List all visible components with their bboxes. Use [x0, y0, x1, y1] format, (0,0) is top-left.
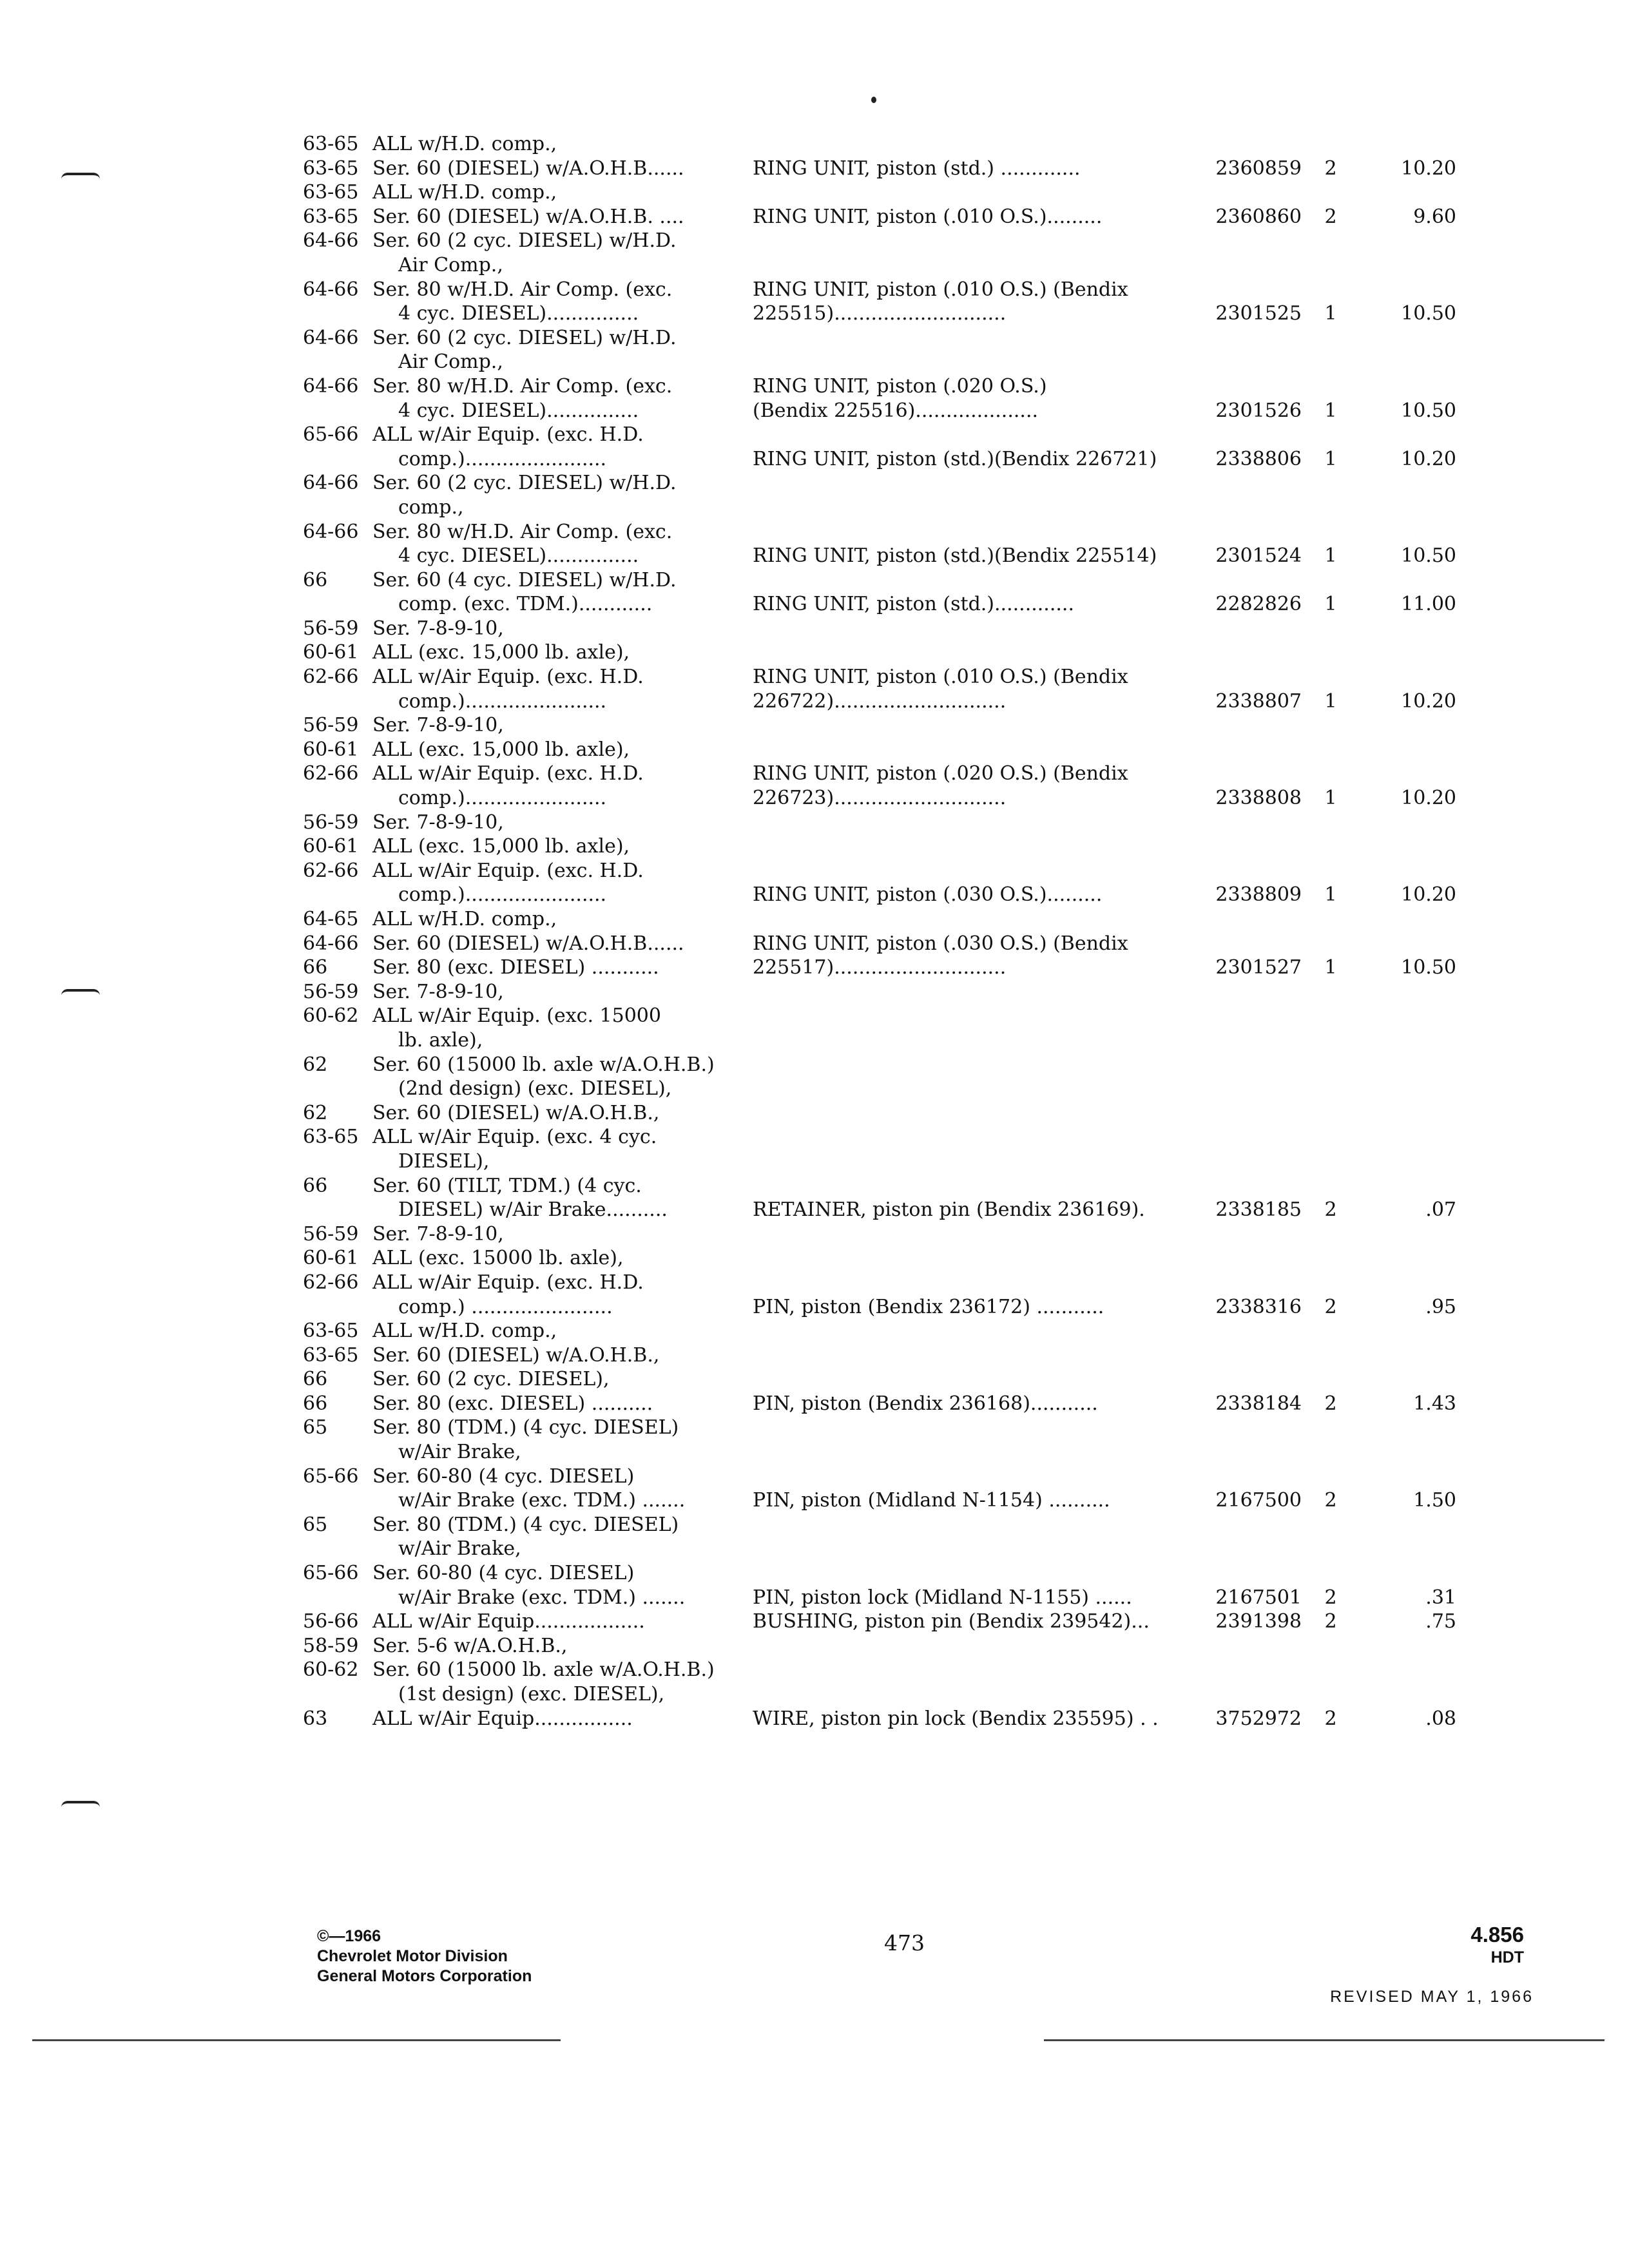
year-range: 64-65 — [303, 908, 359, 930]
application: ALL w/Air Equip. (exc. H.D. — [372, 423, 644, 447]
application: Ser. 7-8-9-10, — [372, 617, 504, 640]
application: comp., — [398, 495, 464, 519]
corporation-line: General Motors Corporation — [317, 1967, 532, 1985]
parts-list — [303, 132, 1463, 1731]
copyright-line: ©—1966 — [317, 1927, 381, 1945]
division-line: Chevrolet Motor Division — [317, 1947, 508, 1965]
year-range: 62 — [303, 1053, 328, 1076]
application: ALL w/H.D. comp., — [372, 908, 557, 930]
table-row — [303, 1416, 1463, 1440]
application: ALL w/H.D. comp., — [372, 181, 557, 204]
price: 1.43 — [1413, 1392, 1456, 1415]
part-description: PIN, piston (Bendix 236168)........... — [753, 1392, 1098, 1415]
table-row — [303, 640, 1463, 665]
year-range: 58-59 — [303, 1634, 359, 1657]
year-range: 60-61 — [303, 738, 359, 761]
table-row — [303, 374, 1463, 399]
part-number: 2338185 — [1215, 1198, 1302, 1222]
year-range: 63-65 — [303, 205, 359, 228]
part-description: PIN, piston (Midland N-1154) .......... — [753, 1489, 1110, 1512]
part-description: RING UNIT, piston (.030 O.S.) (Bendix — [753, 932, 1128, 955]
table-row — [303, 423, 1463, 447]
table-row — [303, 956, 1463, 980]
table-row — [303, 326, 1463, 351]
year-range: 64-66 — [303, 932, 359, 955]
part-number: 2301526 — [1215, 399, 1302, 422]
application: (1st design) (exc. DIESEL), — [398, 1683, 665, 1706]
price: .95 — [1425, 1295, 1456, 1318]
table-row — [303, 1610, 1463, 1634]
table-row — [303, 713, 1463, 738]
quantity: 2 — [1324, 205, 1337, 228]
year-range: 63-65 — [303, 133, 359, 155]
page-mark — [871, 97, 876, 103]
year-range: 66 — [303, 1174, 328, 1197]
year-range: 63-65 — [303, 1320, 359, 1343]
application: Ser. 60 (DIESEL) w/A.O.H.B., — [372, 1343, 660, 1367]
table-row — [303, 1343, 1463, 1368]
application: comp.)....................... — [398, 689, 607, 713]
part-description: PIN, piston lock (Midland N-1155) ...... — [753, 1586, 1132, 1609]
application: ALL w/Air Equip. (exc. H.D. — [372, 666, 644, 689]
part-number: 2338806 — [1215, 447, 1302, 470]
application: comp.)....................... — [398, 447, 607, 470]
table-row — [303, 1271, 1463, 1295]
part-description: RING UNIT, piston (.030 O.S.)......... — [753, 883, 1103, 907]
year-range: 65-66 — [303, 423, 359, 447]
year-range: 64-66 — [303, 374, 359, 398]
table-row — [303, 350, 1463, 374]
table-row — [303, 786, 1463, 811]
price: 10.50 — [1401, 544, 1456, 568]
application: Ser. 7-8-9-10, — [372, 1222, 504, 1245]
application: ALL w/Air Equip................ — [372, 1707, 633, 1730]
year-range: 66 — [303, 568, 328, 591]
quantity: 2 — [1324, 1610, 1337, 1633]
application: Ser. 80 (TDM.) (4 cyc. DIESEL) — [372, 1416, 679, 1439]
year-range: 60-61 — [303, 835, 359, 858]
application: Ser. 7-8-9-10, — [372, 980, 504, 1003]
application: Ser. 60 (2 cyc. DIESEL) w/H.D. — [372, 326, 677, 349]
year-range: 62-66 — [303, 1271, 359, 1294]
application: Ser. 60 (TILT, TDM.) (4 cyc. — [372, 1174, 642, 1197]
application: comp.)....................... — [398, 883, 607, 907]
table-row — [303, 1053, 1463, 1077]
part-description: RING UNIT, piston (std.)(Bendix 225514) — [753, 544, 1157, 568]
punch-hole-mark — [61, 1801, 100, 1807]
part-number: 2338316 — [1215, 1295, 1302, 1318]
price: 10.20 — [1401, 787, 1456, 810]
table-row — [303, 883, 1463, 907]
table-row — [303, 859, 1463, 883]
year-range: 62-66 — [303, 762, 359, 785]
part-number: 2338184 — [1215, 1392, 1302, 1415]
application: w/Air Brake (exc. TDM.) ....... — [398, 1586, 686, 1609]
table-row — [303, 495, 1463, 520]
year-range: 64-66 — [303, 472, 359, 495]
section-number: 4.856 — [1470, 1923, 1524, 1946]
table-row — [303, 568, 1463, 593]
year-range: 65-66 — [303, 1562, 359, 1585]
quantity: 1 — [1324, 447, 1337, 470]
table-row — [303, 1149, 1463, 1174]
table-row — [303, 762, 1463, 786]
quantity: 2 — [1324, 157, 1337, 180]
table-row — [303, 157, 1463, 181]
application: Ser. 5-6 w/A.O.H.B., — [372, 1634, 568, 1657]
year-range: 66 — [303, 1368, 328, 1391]
part-number: 3752972 — [1215, 1707, 1302, 1730]
year-range: 62 — [303, 1101, 328, 1124]
quantity: 1 — [1324, 302, 1337, 325]
table-row — [303, 1440, 1463, 1465]
table-row — [303, 205, 1463, 229]
application: 4 cyc. DIESEL)............... — [398, 399, 639, 422]
year-range: 56-66 — [303, 1610, 359, 1633]
price: 10.20 — [1401, 157, 1456, 180]
table-row — [303, 1198, 1463, 1222]
part-description: RING UNIT, piston (std.)(Bendix 226721) — [753, 447, 1157, 470]
application: Ser. 60 (15000 lb. axle w/A.O.H.B.) — [372, 1658, 715, 1682]
year-range: 63-65 — [303, 157, 359, 180]
application: Ser. 80 (exc. DIESEL) .......... — [372, 1392, 653, 1415]
price: 10.50 — [1401, 956, 1456, 979]
year-range: 63 — [303, 1707, 328, 1730]
table-row — [303, 689, 1463, 714]
application: ALL (exc. 15,000 lb. axle), — [372, 641, 630, 664]
part-number: 2301527 — [1215, 956, 1302, 979]
application: ALL w/Air Equip. (exc. H.D. — [372, 859, 644, 882]
table-row — [303, 1028, 1463, 1053]
table-row — [303, 811, 1463, 835]
application: ALL w/Air Equip. (exc. H.D. — [372, 1271, 644, 1294]
year-range: 62-66 — [303, 666, 359, 689]
year-range: 56-59 — [303, 1222, 359, 1245]
table-row — [303, 229, 1463, 253]
application: ALL (exc. 15000 lb. axle), — [372, 1247, 624, 1270]
part-number: 2338808 — [1215, 787, 1302, 810]
application: Ser. 7-8-9-10, — [372, 714, 504, 737]
quantity: 2 — [1324, 1707, 1337, 1730]
price: .75 — [1425, 1610, 1456, 1633]
application: Ser. 80 w/H.D. Air Comp. (exc. — [372, 520, 673, 543]
part-description: RING UNIT, piston (.020 O.S.) (Bendix — [753, 762, 1128, 785]
table-row — [303, 520, 1463, 544]
application: Air Comp., — [398, 351, 503, 374]
price: 9.60 — [1413, 205, 1456, 228]
part-number: 2391398 — [1215, 1610, 1302, 1633]
application: comp. (exc. TDM.)............ — [398, 593, 653, 616]
table-row — [303, 447, 1463, 472]
application: Ser. 80 (TDM.) (4 cyc. DIESEL) — [372, 1513, 679, 1536]
section-sub: HDT — [1490, 1948, 1524, 1966]
application: Ser. 60 (4 cyc. DIESEL) w/H.D. — [372, 568, 677, 591]
part-number: 2301525 — [1215, 302, 1302, 325]
revision-date: REVISED MAY 1, 1966 — [1330, 1988, 1534, 2006]
application: ALL (exc. 15,000 lb. axle), — [372, 738, 630, 761]
quantity: 1 — [1324, 544, 1337, 568]
table-row — [303, 1246, 1463, 1271]
table-row — [303, 253, 1463, 278]
table-row — [303, 980, 1463, 1004]
table-row — [303, 1004, 1463, 1028]
table-row — [303, 180, 1463, 205]
part-description: PIN, piston (Bendix 236172) ........... — [753, 1295, 1104, 1318]
application: ALL w/Air Equip. (exc. H.D. — [372, 762, 644, 785]
application: Ser. 80 (exc. DIESEL) ........... — [372, 956, 659, 979]
application: 4 cyc. DIESEL)............... — [398, 302, 639, 325]
year-range: 60-61 — [303, 641, 359, 664]
year-range: 63-65 — [303, 181, 359, 204]
application: ALL w/Air Equip.................. — [372, 1610, 645, 1633]
table-row — [303, 302, 1463, 326]
part-description: RING UNIT, piston (.020 O.S.) — [753, 374, 1047, 398]
part-description: (Bendix 225516).................... — [753, 399, 1039, 422]
part-number: 2360860 — [1215, 205, 1302, 228]
quantity: 1 — [1324, 787, 1337, 810]
application: 4 cyc. DIESEL)............... — [398, 544, 639, 568]
year-range: 60-61 — [303, 1247, 359, 1270]
footer-rule — [32, 2039, 561, 2041]
application: ALL w/Air Equip. (exc. 15000 — [372, 1004, 661, 1028]
application: w/Air Brake, — [398, 1441, 521, 1464]
table-row — [303, 1488, 1463, 1513]
table-row — [303, 907, 1463, 932]
part-number: 2167501 — [1215, 1586, 1302, 1609]
application: w/Air Brake, — [398, 1537, 521, 1561]
application: (2nd design) (exc. DIESEL), — [398, 1077, 672, 1100]
price: 11.00 — [1401, 593, 1456, 616]
year-range: 64-66 — [303, 278, 359, 301]
part-description: WIRE, piston pin lock (Bendix 235595) . . — [753, 1707, 1159, 1730]
price: 1.50 — [1413, 1489, 1456, 1512]
year-range: 63-65 — [303, 1343, 359, 1367]
table-row — [303, 932, 1463, 956]
part-description: RING UNIT, piston (.010 O.S.) (Bendix — [753, 278, 1128, 301]
part-description: RING UNIT, piston (std.)............. — [753, 593, 1074, 616]
table-row — [303, 1634, 1463, 1658]
application: w/Air Brake (exc. TDM.) ....... — [398, 1489, 686, 1512]
year-range: 65 — [303, 1513, 328, 1536]
application: Air Comp., — [398, 253, 503, 276]
table-row — [303, 1367, 1463, 1392]
table-row — [303, 1707, 1463, 1731]
quantity: 2 — [1324, 1392, 1337, 1415]
part-description: 226723)............................ — [753, 787, 1007, 810]
year-range: 56-59 — [303, 980, 359, 1003]
application: Ser. 80 w/H.D. Air Comp. (exc. — [372, 278, 673, 301]
application: lb. axle), — [398, 1028, 483, 1052]
application: ALL (exc. 15,000 lb. axle), — [372, 835, 630, 858]
quantity: 1 — [1324, 883, 1337, 907]
quantity: 1 — [1324, 956, 1337, 979]
table-row — [303, 1682, 1463, 1707]
application: comp.) ....................... — [398, 1295, 613, 1318]
year-range: 60-62 — [303, 1004, 359, 1028]
table-row — [303, 1392, 1463, 1416]
application: Ser. 60 (2 cyc. DIESEL) w/H.D. — [372, 472, 677, 495]
price: .08 — [1425, 1707, 1456, 1730]
year-range: 65-66 — [303, 1465, 359, 1488]
footer-publisher — [317, 1927, 532, 1986]
part-description: RETAINER, piston pin (Bendix 236169). — [753, 1198, 1145, 1222]
table-row — [303, 1658, 1463, 1682]
year-range: 66 — [303, 956, 328, 979]
application: Ser. 60 (2 cyc. DIESEL) w/H.D. — [372, 229, 677, 253]
table-row — [303, 1465, 1463, 1489]
application: Ser. 60 (DIESEL) w/A.O.H.B., — [372, 1101, 660, 1124]
price: .31 — [1425, 1586, 1456, 1609]
table-row — [303, 1295, 1463, 1320]
table-row — [303, 1125, 1463, 1149]
table-row — [303, 1561, 1463, 1586]
year-range: 60-62 — [303, 1658, 359, 1682]
application: comp.)....................... — [398, 787, 607, 810]
application: Ser. 60-80 (4 cyc. DIESEL) — [372, 1465, 635, 1488]
table-row — [303, 1513, 1463, 1537]
application: Ser. 80 w/H.D. Air Comp. (exc. — [372, 374, 673, 398]
application: Ser. 60-80 (4 cyc. DIESEL) — [372, 1562, 635, 1585]
price: .07 — [1425, 1198, 1456, 1222]
table-row — [303, 592, 1463, 617]
application: Ser. 60 (15000 lb. axle w/A.O.H.B.) — [372, 1053, 715, 1076]
application: Ser. 60 (DIESEL) w/A.O.H.B. .... — [372, 205, 684, 228]
table-row — [303, 738, 1463, 762]
table-row — [303, 617, 1463, 641]
price: 10.20 — [1401, 447, 1456, 470]
application: ALL w/H.D. comp., — [372, 133, 557, 155]
quantity: 2 — [1324, 1198, 1337, 1222]
year-range: 64-66 — [303, 229, 359, 253]
table-row — [303, 1319, 1463, 1343]
table-row — [303, 471, 1463, 495]
year-range: 63-65 — [303, 1126, 359, 1149]
application: DIESEL), — [398, 1149, 490, 1173]
part-description: 226722)............................ — [753, 689, 1007, 713]
price: 10.50 — [1401, 399, 1456, 422]
application: Ser. 60 (DIESEL) w/A.O.H.B...... — [372, 157, 684, 180]
quantity: 2 — [1324, 1295, 1337, 1318]
part-description: RING UNIT, piston (std.) ............. — [753, 157, 1081, 180]
table-row — [303, 1101, 1463, 1126]
punch-hole-mark — [61, 989, 100, 995]
quantity: 1 — [1324, 689, 1337, 713]
table-row — [303, 399, 1463, 423]
year-range: 64-66 — [303, 326, 359, 349]
quantity: 1 — [1324, 593, 1337, 616]
part-description: 225517)............................ — [753, 956, 1007, 979]
table-row — [303, 278, 1463, 302]
application: Ser. 7-8-9-10, — [372, 811, 504, 834]
year-range: 64-66 — [303, 520, 359, 543]
table-row — [303, 132, 1463, 157]
price: 10.50 — [1401, 302, 1456, 325]
part-description: RING UNIT, piston (.010 O.S.) (Bendix — [753, 666, 1128, 689]
part-description: 225515)............................ — [753, 302, 1007, 325]
table-row — [303, 544, 1463, 568]
application: Ser. 60 (2 cyc. DIESEL), — [372, 1368, 610, 1391]
year-range: 56-59 — [303, 714, 359, 737]
part-number: 2301524 — [1215, 544, 1302, 568]
table-row — [303, 1077, 1463, 1101]
application: ALL w/Air Equip. (exc. 4 cyc. — [372, 1126, 657, 1149]
quantity: 1 — [1324, 399, 1337, 422]
year-range: 66 — [303, 1392, 328, 1415]
price: 10.20 — [1401, 689, 1456, 713]
page-number: 473 — [884, 1930, 925, 1956]
quantity: 2 — [1324, 1489, 1337, 1512]
application: Ser. 60 (DIESEL) w/A.O.H.B...... — [372, 932, 684, 955]
part-number: 2167500 — [1215, 1489, 1302, 1512]
application: DIESEL) w/Air Brake.......... — [398, 1198, 668, 1222]
punch-hole-mark — [61, 173, 100, 179]
part-number: 2338807 — [1215, 689, 1302, 713]
year-range: 62-66 — [303, 859, 359, 882]
year-range: 56-59 — [303, 811, 359, 834]
application: ALL w/H.D. comp., — [372, 1320, 557, 1343]
table-row — [303, 1586, 1463, 1610]
table-row — [303, 1174, 1463, 1198]
part-number: 2338809 — [1215, 883, 1302, 907]
footer-rule — [1044, 2039, 1605, 2041]
table-row — [303, 1222, 1463, 1247]
price: 10.20 — [1401, 883, 1456, 907]
table-row — [303, 834, 1463, 859]
part-description: BUSHING, piston pin (Bendix 239542)... — [753, 1610, 1150, 1633]
table-row — [303, 665, 1463, 689]
part-number: 2282826 — [1215, 593, 1302, 616]
year-range: 65 — [303, 1416, 328, 1439]
table-row — [303, 1537, 1463, 1561]
quantity: 2 — [1324, 1586, 1337, 1609]
part-description: RING UNIT, piston (.010 O.S.)......... — [753, 205, 1103, 228]
year-range: 56-59 — [303, 617, 359, 640]
part-number: 2360859 — [1215, 157, 1302, 180]
